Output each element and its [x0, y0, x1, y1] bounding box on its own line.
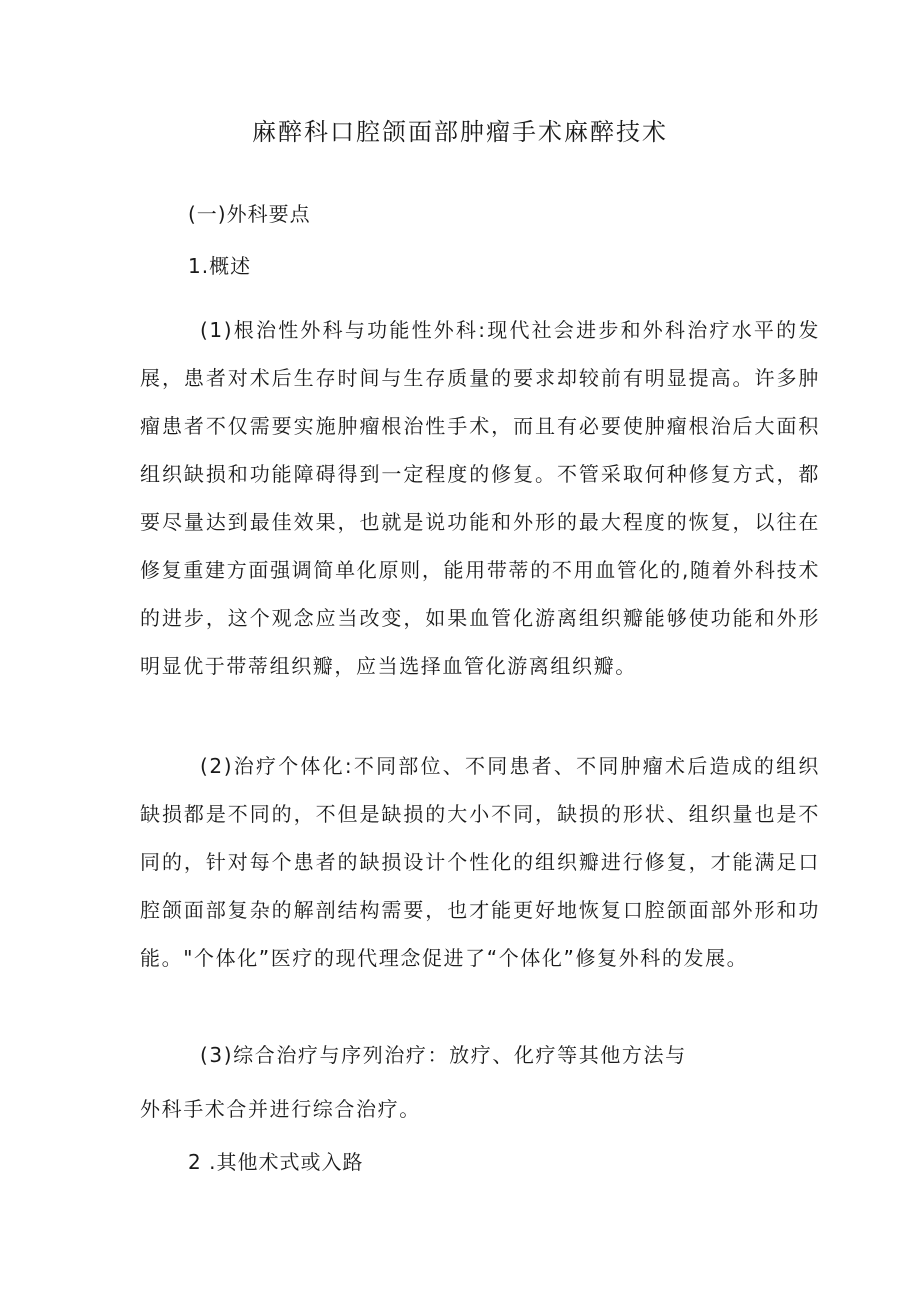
subheading-other-approaches: 2 .其他术式或入路	[188, 1150, 364, 1174]
paragraph-individualized-treatment: (2)治疗个体化:不同部位、不同患者、不同肿瘤术后造成的组织缺损都是不同的，不但是缺损的大小不同，缺损的形状、组织量也是不同的，针对每个患者的缺损设计个性化的组织瓣进行修复，才能满足口腔颌面部复杂的解剖结构需要，也才能更好地恢复口腔颌面部外形和功能。"个体化”医疗的现代理念促进了“个体化”修复外科的发展。	[140, 754, 820, 970]
subheading-overview: 1.概述	[188, 254, 252, 278]
paragraph-radical-functional-surgery: (1)根治性外科与功能性外科:现代社会进步和外科治疗水平的发展，患者对术后生存时间与生存质量的要求却较前有明显提高。许多肿瘤患者不仅需要实施肿瘤根治性手术，而且有必要使肿瘤根治后大面积组织缺损和功能障碍得到一定程度的修复。不管采取何种修复方式，都要尽量达到最佳效果，也就是说功能和外形的最大程度的恢复，以往在修复重建方面强调简单化原则，能用带蒂的不用血管化的,随着外科技术的进步，这个观念应当改变，如果血管化游离组织瓣能够使功能和外形明显优于带蒂组织瓣，应当选择血管化游离组织瓣。	[140, 318, 820, 678]
paragraph-combined-treatment-line-1: (3)综合治疗与序列治疗：放疗、化疗等其他方法与	[200, 1043, 687, 1067]
section-heading: (一)外科要点	[188, 202, 311, 226]
document-title: 麻醉科口腔颌面部肿瘤手术麻醉技术	[252, 118, 668, 146]
paragraph-combined-treatment-line-2: 外科手术合并进行综合治疗。	[140, 1097, 421, 1121]
